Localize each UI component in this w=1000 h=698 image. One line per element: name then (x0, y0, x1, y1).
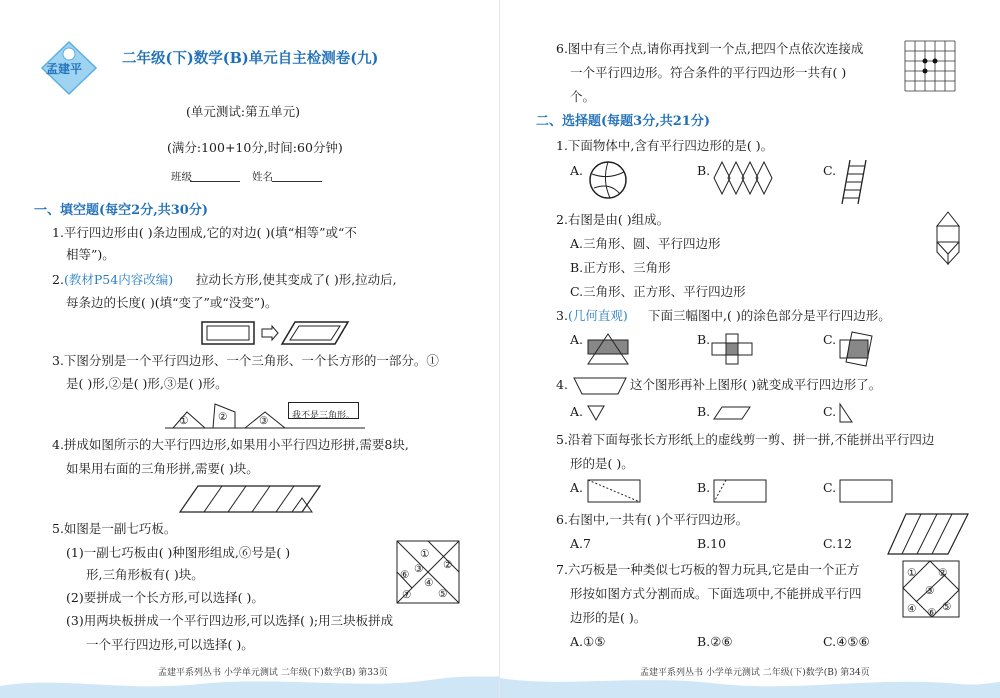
tangram-label-6: ⑥ (400, 569, 410, 581)
c4-figure-c (838, 402, 854, 424)
tangram-label-4: ④ (424, 577, 434, 589)
c4-option-c[interactable]: C. (823, 404, 837, 419)
c6-question: 6.右图中,一共有( )个平行四边形。 (556, 512, 749, 527)
q2-line1: 拉动长方形,使其变成了( )形,拉动后, (196, 272, 397, 287)
c4-option-a[interactable]: A. (570, 404, 584, 419)
q3-line1: 3.下图分别是一个平行四边形、一个三角形、一个长方形的一部分。① (52, 353, 439, 368)
c5-option-b[interactable]: B. (697, 480, 711, 495)
c3-figure-c (838, 330, 878, 368)
q1-line1: 1.平行四边形由( )条边围成,它的对边( )(填“相等”或“不 (52, 225, 357, 240)
c5-option-a[interactable]: A. (570, 480, 584, 495)
bottom-decoration-right (500, 658, 1000, 698)
score-info: (满分:100+10分,时间:60分钟) (167, 140, 343, 155)
page-title: 二年级(下)数学(B)单元自主检测卷(九) (122, 50, 379, 67)
sixpiece-label-3: ③ (925, 585, 935, 597)
sixpiece-label-1: ① (907, 567, 917, 579)
c3-number: 3. (556, 308, 568, 323)
q6-line2: 一个平行四边形。符合条件的平行四边形一共有( ) (570, 65, 847, 80)
c1-option-c[interactable]: C. (823, 163, 837, 178)
tangram-label-7: ⑦ (402, 589, 412, 601)
right-page (500, 0, 1000, 698)
section-fill-in: 一、填空题(每空2分,共30分) (34, 203, 208, 218)
c4-number: 4. (556, 377, 568, 392)
c5-option-c[interactable]: C. (823, 480, 837, 495)
q5-1-line2: 形,三角形板有( )块。 (86, 567, 204, 582)
name-field[interactable] (272, 181, 322, 182)
c1-question: 1.下面物体中,含有平行四边形的是( )。 (556, 138, 774, 153)
q3-label-1: ① (179, 415, 189, 427)
c3-option-a[interactable]: A. (570, 332, 584, 347)
ladder-icon (840, 158, 870, 206)
q4-triangle (290, 496, 314, 514)
right-footer: 孟建平系列丛书 小学单元测试 二年级(下)数学(B) 第34页 (640, 668, 870, 678)
q6-line1: 6.图中有三个点,请你再找到一个点,把四个点依次连接成 (556, 41, 864, 56)
q2-number: 2. (52, 272, 64, 287)
c7-option-b[interactable]: B.②⑥ (697, 634, 733, 649)
unit-info: (单元测试:第五单元) (186, 104, 300, 119)
c4-trapezoid (572, 376, 628, 396)
c7-line1: 7.六巧板是一种类似七巧板的智力玩具,它是由一个正方 (556, 562, 860, 577)
c3-tag: (几何直观) (568, 308, 628, 323)
tangram-label-3: ③ (414, 563, 424, 575)
c5-line1: 5.沿着下面每张长方形纸上的虚线剪一剪、拼一拼,不能拼出平行四边 (556, 432, 935, 447)
c4-option-b[interactable]: B. (697, 404, 711, 419)
q4-line2: 如果用右面的三角形拼,需要( )块。 (66, 461, 259, 476)
diamond-chain-icon (712, 160, 772, 196)
class-label: 班级 (171, 171, 192, 183)
c1-option-b[interactable]: B. (697, 163, 711, 178)
c6-option-a[interactable]: A.7 (570, 536, 591, 551)
c7-line2: 形按如图方式分割而成。下面选项中,不能拼成平行四 (570, 586, 862, 601)
c7-option-c[interactable]: C.④⑤⑥ (823, 634, 870, 649)
q6-line3: 个。 (570, 89, 596, 104)
q5-1-line1: (1)一副七巧板由( )种图形组成,⑥号是( ) (66, 545, 291, 560)
tangram-label-1: ① (420, 548, 430, 560)
class-field[interactable] (190, 181, 240, 182)
c4-question: 这个图形再补上图形( )就变成平行四边形了。 (630, 377, 882, 392)
q3-label-2: ② (218, 411, 228, 423)
c3-figure-b (710, 332, 754, 366)
q5-3-line2: 一个平行四边形,可以选择( )。 (86, 637, 254, 652)
c6-option-b[interactable]: B.10 (697, 536, 727, 551)
q5-2: (2)要拼成一个长方形,可以选择( )。 (66, 590, 264, 605)
c3-option-b[interactable]: B. (697, 332, 711, 347)
q1-line2: 相等”)。 (66, 247, 115, 262)
left-footer: 孟建平系列丛书 小学单元测试 二年级(下)数学(B) 第33页 (158, 668, 388, 678)
c7-line3: 边形的是( )。 (570, 610, 647, 625)
logo-text: 孟建平 (46, 62, 83, 76)
c6-option-c[interactable]: C.12 (823, 536, 852, 551)
c2-question: 2.右图是由( )组成。 (556, 212, 670, 227)
q3-line2: 是( )形,②是( )形,③是( )形。 (66, 376, 228, 391)
q3-speech-bubble (288, 402, 359, 419)
c5-line2: 形的是( )。 (570, 456, 634, 471)
sixpiece-label-6: ⑥ (927, 607, 937, 619)
c5-figure-a (586, 478, 642, 504)
sixpiece-label-2: ② (938, 567, 948, 579)
bottom-decoration (0, 658, 500, 698)
c7-option-a[interactable]: A.①⑤ (570, 634, 606, 649)
c6-figure (886, 512, 970, 556)
tangram-label-5: ⑤ (438, 588, 448, 600)
c5-figure-c (838, 478, 894, 504)
name-label: 姓名 (252, 171, 273, 183)
q2-line2: 每条边的长度( )(填“变了”或“没变”)。 (66, 295, 278, 310)
volleyball-icon (588, 160, 628, 200)
c5-figure-b (712, 478, 768, 504)
q5-3-line1: (3)用两块板拼成一个平行四边形,可以选择( );用三块板拼成 (66, 613, 394, 628)
c3-option-c[interactable]: C. (823, 332, 837, 347)
c2-option-b[interactable]: B.正方形、三角形 (570, 260, 671, 275)
c4-figure-a (586, 404, 606, 422)
q5-title: 5.如图是一副七巧板。 (52, 521, 177, 536)
c2-option-c[interactable]: C.三角形、正方形、平行四边形 (570, 284, 746, 299)
sixpiece-label-5: ⑤ (942, 601, 952, 613)
q3-label-3: ③ (259, 415, 269, 427)
section-choice: 二、选择题(每题3分,共21分) (536, 114, 710, 129)
q6-grid (904, 40, 956, 92)
c1-option-a[interactable]: A. (570, 163, 584, 178)
c3-figure-a (586, 332, 630, 366)
q4-line1: 4.拼成如图所示的大平行四边形,如果用小平行四边形拼,需要8块, (52, 437, 409, 452)
c4-figure-b (712, 405, 752, 421)
logo (38, 40, 100, 96)
rocket-figure (933, 210, 963, 266)
tangram-label-2: ② (443, 559, 453, 571)
q2-tag: (教材P54内容改编) (64, 272, 174, 287)
q3-bubble-text: 我不是三角形。 (292, 411, 356, 421)
c3-question: 下面三幅图中,( )的涂色部分是平行四边形。 (648, 308, 891, 323)
c2-option-a[interactable]: A.三角形、圆、平行四边形 (570, 236, 721, 251)
q2-figure (200, 318, 350, 348)
sixpiece-label-4: ④ (907, 603, 917, 615)
